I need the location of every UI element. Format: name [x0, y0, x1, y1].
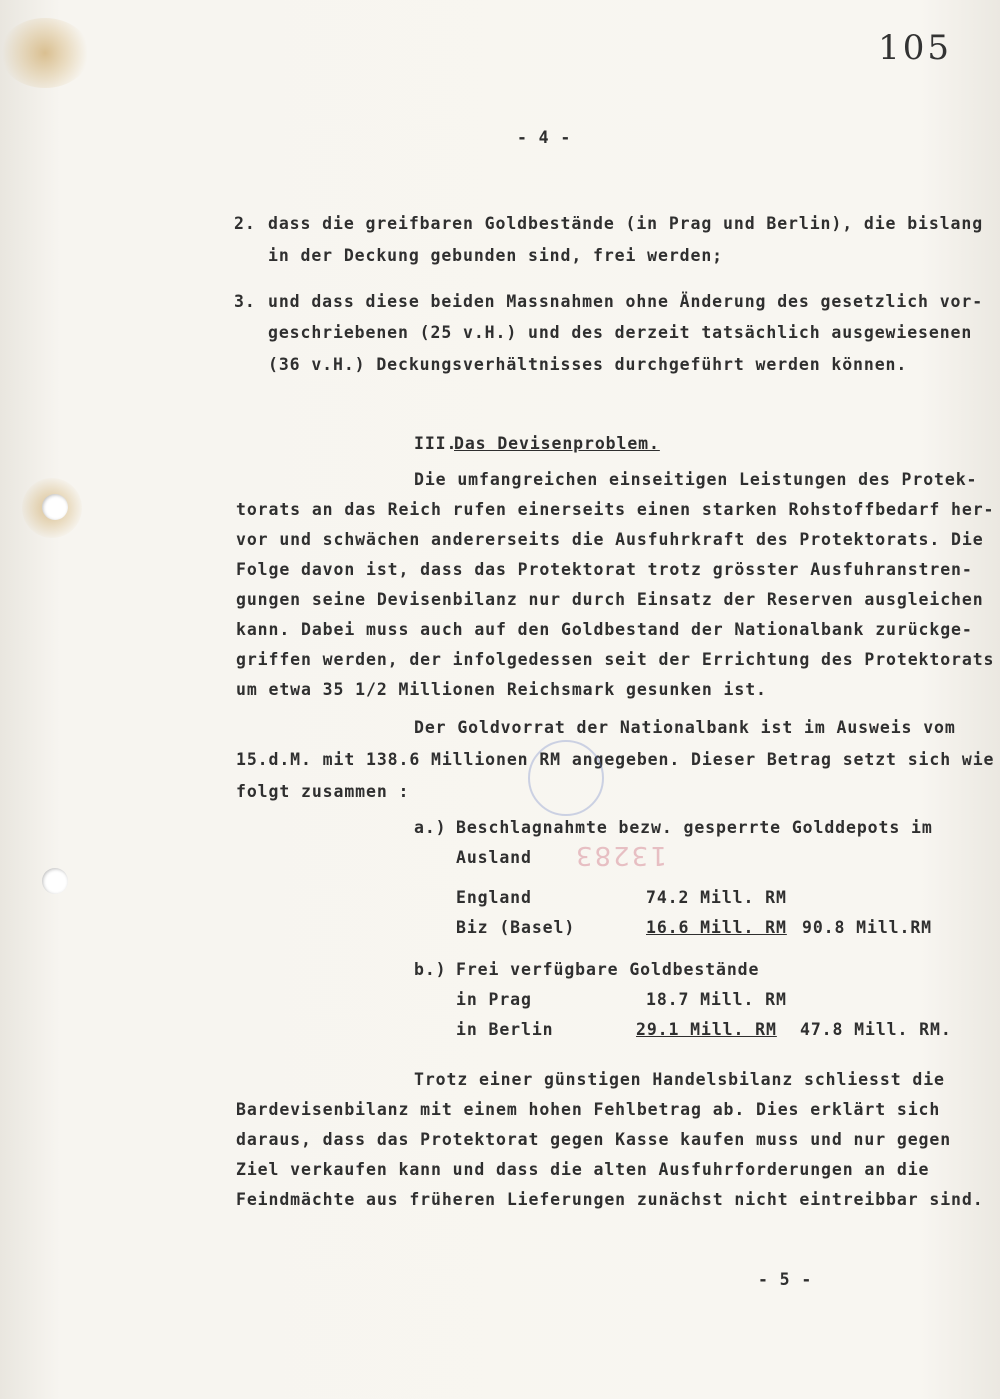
paragraph-line: Trotz einer günstigen Handelsbilanz schliesst die: [414, 1070, 945, 1089]
section-title: Das Devisenproblem.: [454, 434, 660, 453]
paragraph-line: torats an das Reich rufen einerseits einen starken Rohstoffbedarf her-: [236, 500, 995, 519]
archive-page-number: 105: [878, 28, 952, 68]
paragraph-line: um etwa 35 1/2 Millionen Reichsmark gesunken ist.: [236, 680, 767, 699]
list-label-b: b.): [414, 960, 447, 979]
punch-hole: [42, 494, 68, 520]
gold-row-total: 47.8 Mill. RM.: [800, 1020, 952, 1039]
paragraph-line: daraus, dass das Protektorat gegen Kasse kaufen muss und nur gegen: [236, 1130, 952, 1149]
paragraph-line: 15.d.M. mit 138.6 Millionen RM angegeben. Dieser Betrag setzt sich wie: [236, 750, 995, 769]
item-3-line: und dass diese beiden Massnahmen ohne Änderung des gesetzlich vor-: [268, 292, 984, 311]
gold-row-name: Biz (Basel): [456, 918, 576, 937]
item-3-line: geschriebenen (25 v.H.) und des derzeit tatsächlich ausgewiesenen: [268, 323, 973, 342]
gold-row-amount: 74.2 Mill. RM: [646, 888, 787, 907]
gold-row-amount: 18.7 Mill. RM: [646, 990, 787, 1009]
paragraph-line: Ziel verkaufen kann und dass die alten Ausfuhrforderungen an die: [236, 1160, 930, 1179]
paragraph-line: Bardevisenbilanz mit einem hohen Fehlbetrag ab. Dies erklärt sich: [236, 1100, 941, 1119]
section-number: III.: [414, 434, 458, 453]
punch-hole: [42, 868, 68, 894]
item-3-number: 3.: [234, 292, 256, 311]
item-3-line: (36 v.H.) Deckungsverhältnisses durchgeführt werden können.: [268, 355, 908, 374]
list-heading-a: Beschlagnahmte bezw. gesperrte Golddepots im: [456, 818, 933, 837]
paragraph-line: Feindmächte aus früheren Lieferungen zunächst nicht eintreibbar sind.: [236, 1190, 984, 1209]
item-2-line: dass die greifbaren Goldbestände (in Prag und Berlin), die bislang: [268, 214, 984, 233]
next-page-marker: - 5 -: [758, 1270, 813, 1289]
paragraph-line: gungen seine Devisenbilanz nur durch Einsatz der Reserven ausgleichen: [236, 590, 984, 609]
paragraph-line: griffen werden, der infolgedessen seit der Errichtung des Protektorats: [236, 650, 995, 669]
rust-stain: [0, 18, 90, 88]
gold-row-name: England: [456, 888, 532, 907]
paragraph-line: Folge davon ist, dass das Protektorat trotz grösster Ausfuhranstren-: [236, 560, 973, 579]
list-heading-a: Ausland: [456, 848, 532, 867]
item-2-line: in der Deckung gebunden sind, frei werden;: [268, 246, 724, 265]
gold-row-amount: 16.6 Mill. RM: [646, 918, 787, 937]
list-heading-b: Frei verfügbare Goldbestände: [456, 960, 760, 979]
paragraph-line: kann. Dabei muss auch auf den Goldbestand der Nationalbank zurückge-: [236, 620, 973, 639]
gold-row-total: 90.8 Mill.RM: [802, 918, 933, 937]
paragraph-line: Die umfangreichen einseitigen Leistungen des Protek-: [414, 470, 978, 489]
gold-row-name: in Berlin: [456, 1020, 554, 1039]
gold-row-amount: 29.1 Mill. RM: [636, 1020, 777, 1039]
list-label-a: a.): [414, 818, 447, 837]
item-2-number: 2.: [234, 214, 256, 233]
paragraph-line: Der Goldvorrat der Nationalbank ist im Ausweis vom: [414, 718, 956, 737]
paragraph-line: vor und schwächen andererseits die Ausfuhrkraft des Protektorats. Die: [236, 530, 984, 549]
gold-row-name: in Prag: [456, 990, 532, 1009]
paragraph-line: folgt zusammen :: [236, 782, 410, 801]
page-header: - 4 -: [517, 128, 572, 147]
red-archive-stamp: 13283: [574, 840, 667, 870]
faded-circular-stamp: [528, 740, 604, 816]
